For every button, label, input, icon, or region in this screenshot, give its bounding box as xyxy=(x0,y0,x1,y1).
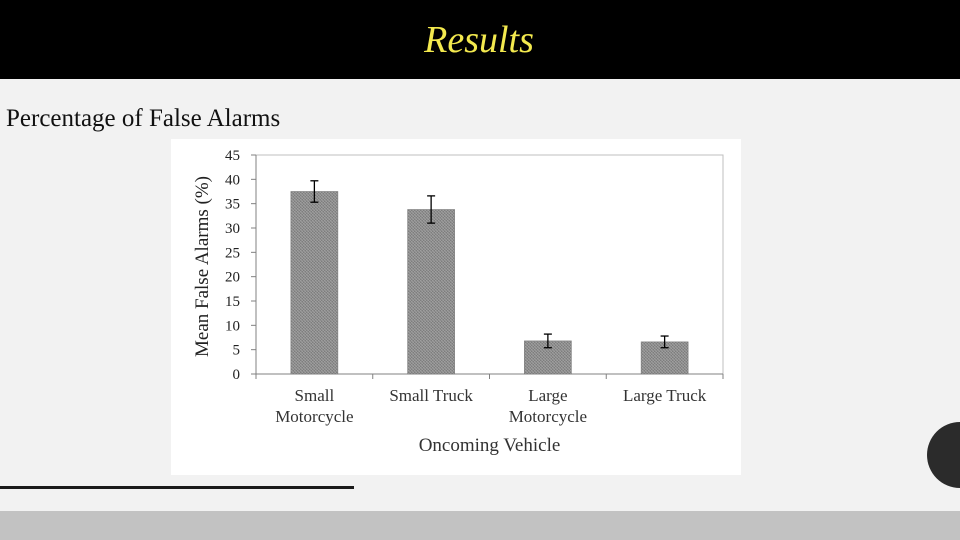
x-axis-title: Oncoming Vehicle xyxy=(418,435,561,456)
y-tick-label: 30 xyxy=(225,221,240,237)
x-category-label: Small Motorcycle xyxy=(275,386,354,426)
slide-subtitle: Percentage of False Alarms xyxy=(6,105,281,132)
y-tick-label: 45 xyxy=(225,148,240,164)
x-category-label: Large Motorcycle xyxy=(508,386,588,426)
bar xyxy=(408,210,455,374)
bottom-band xyxy=(0,511,960,540)
y-tick-label: 5 xyxy=(232,342,240,359)
y-tick-label: 10 xyxy=(225,318,240,335)
decorative-circle xyxy=(927,422,960,488)
y-tick-label: 40 xyxy=(225,172,240,189)
chart-panel xyxy=(171,139,741,475)
y-axis-title: Mean False Alarms (%) xyxy=(192,176,213,357)
bar xyxy=(291,192,338,375)
slide-title: Results xyxy=(424,19,534,61)
y-tick-label: 15 xyxy=(225,294,240,310)
x-category-label: Small Truck xyxy=(389,386,473,405)
y-tick-label: 20 xyxy=(225,269,240,286)
y-tick-label: 0 xyxy=(232,367,240,383)
y-tick-label: 25 xyxy=(225,245,240,262)
y-tick-label: 35 xyxy=(225,196,240,213)
bar-chart xyxy=(171,139,741,475)
decorative-underline xyxy=(0,486,354,489)
x-category-label: Large Truck xyxy=(622,386,707,405)
